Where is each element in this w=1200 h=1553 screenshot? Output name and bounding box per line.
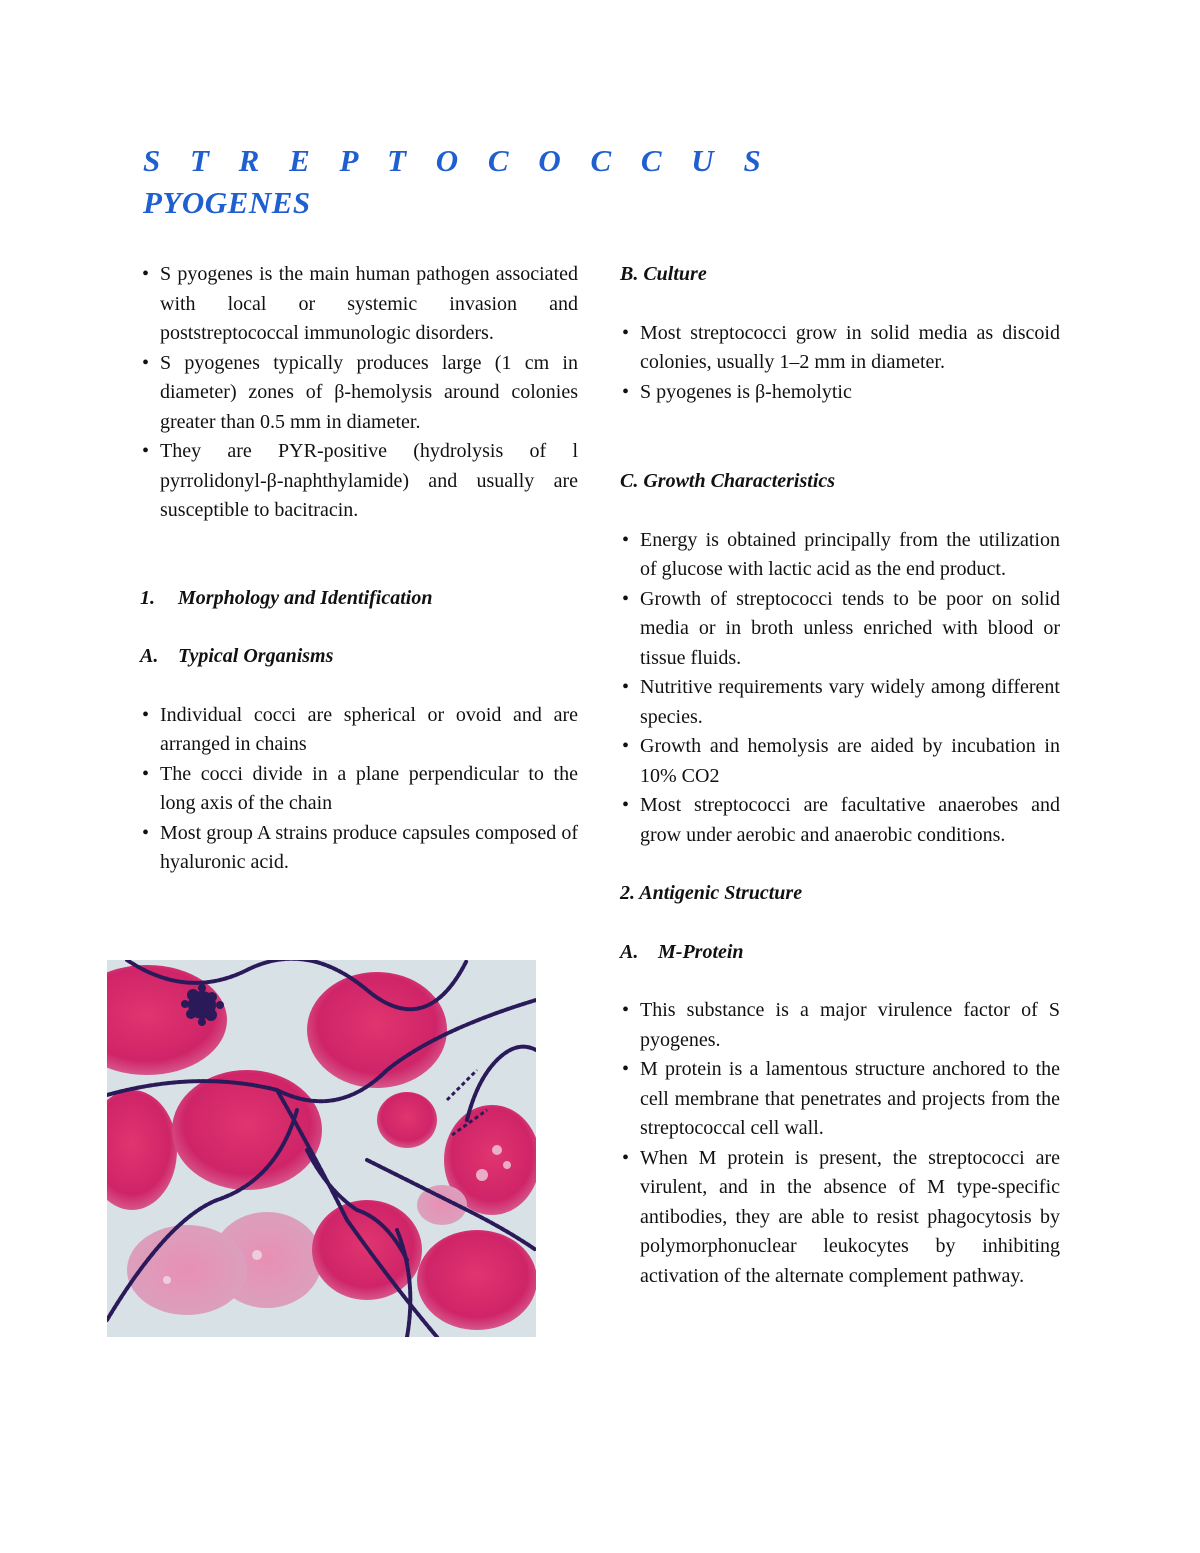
section-heading-growth: C. Growth Characteristics [620, 470, 836, 492]
list-item: • The cocci divide in a plane perpendicular to the long axis of the chain [140, 760, 578, 819]
list-item: • This substance is a major virulence factor of S pyogenes. [620, 996, 1060, 1055]
section-heading-m-protein: A. M-Protein [620, 940, 744, 963]
micrograph-image [107, 960, 536, 1337]
list-item: • Most group A strains produce capsules composed of hyaluronic acid. [140, 819, 578, 878]
title-line-1: S T R E P T O C O C C U S [143, 143, 772, 178]
section-heading-morphology: 1. Morphology and Identification [140, 586, 433, 609]
list-item: • S pyogenes typically produces large (1 cm in diameter) zones of β-hemolysis around colonies greater than 0.5 mm in diameter. [140, 349, 578, 438]
list-item: • M protein is a lamentous structure anchored to the cell membrane that penetrates and projects from the streptococcal cell wall. [620, 1055, 1060, 1144]
culture-list [620, 319, 1060, 408]
section-heading-culture: B. Culture [620, 263, 707, 285]
typical-organisms-list [140, 701, 578, 878]
list-item: • Growth and hemolysis are aided by incubation in 10% CO2 [620, 732, 1060, 791]
list-item: • They are PYR-positive (hydrolysis of l pyrrolidonyl-β-naphthylamide) and usually are susceptible to bacitracin. [140, 437, 578, 526]
page-title [143, 140, 772, 224]
list-item: • Individual cocci are spherical or ovoid and are arranged in chains [140, 701, 578, 760]
section-heading-typical-organisms: A. Typical Organisms [140, 645, 334, 667]
right-column [620, 260, 1060, 1291]
list-item: • Most streptococci are facultative anaerobes and grow under aerobic and anaerobic conditions. [620, 791, 1060, 850]
intro-bullet-list [140, 260, 578, 526]
title-line-2: PYOGENES [143, 185, 311, 220]
growth-list [620, 526, 1060, 851]
list-item: • S pyogenes is the main human pathogen associated with local or systemic invasion and poststreptococcal immunologic disorders. [140, 260, 578, 349]
section-heading-antigenic: 2. Antigenic Structure [620, 882, 803, 904]
list-item: • Growth of streptococci tends to be poor on solid media or in broth unless enriched with blood or tissue fluids. [620, 585, 1060, 674]
left-column [140, 260, 578, 878]
list-item: • Energy is obtained principally from the utilization of glucose with lactic acid as the end product. [620, 526, 1060, 585]
list-item: • When M protein is present, the streptococci are virulent, and in the absence of M type-specific antibodies, they are able to resist phagocytosis by polymorphonuclear leukocytes by inhibiting activation of the alternate complement pathway. [620, 1144, 1060, 1292]
m-protein-list [620, 996, 1060, 1291]
list-item: • S pyogenes is β-hemolytic [620, 378, 1060, 408]
list-item: • Nutritive requirements vary widely among different species. [620, 673, 1060, 732]
list-item: • Most streptococci grow in solid media as discoid colonies, usually 1–2 mm in diameter. [620, 319, 1060, 378]
